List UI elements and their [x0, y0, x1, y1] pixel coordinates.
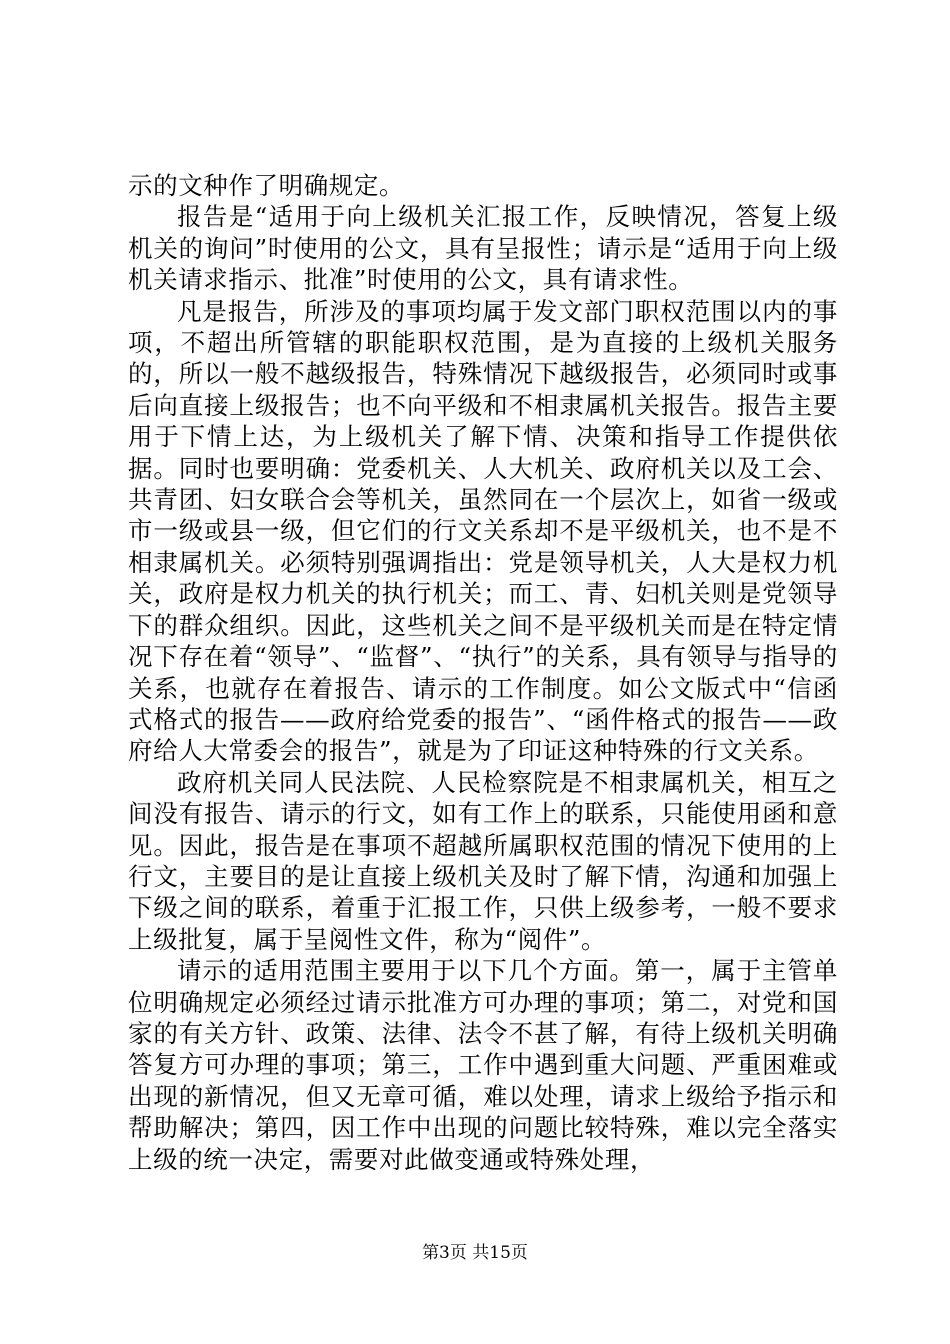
page-number-footer: 第3页 共15页 [422, 1243, 528, 1263]
paragraph-continuation: 示的文种作了明确规定。 [128, 171, 405, 200]
paragraph-request-scope: 请示的适用范围主要用于以下几个方面。第一，属于主管单位明确规定必须经过请示批准方可办理的事项；第二，对党和国家的有关方针、政策、法律、法令不甚了解，有待上级机关明确答复方可办理的事项；第三，工作中遇到重大问题、严重困难或出现的新情况，但又无章可循，难以处理，请求上级给予指示和帮助解决；第四，因工作中出现的问题比较特殊，难以完全落实上级的统一决定，需要对此做变通或特殊处理， [128, 956, 838, 1174]
paragraph-report-scope: 凡是报告，所涉及的事项均属于发文部门职权范围以内的事项，不超出所管辖的职能职权范围，是为直接的上级机关服务的，所以一般不越级报告，特殊情况下越级报告，必须同时或事后向直接上级报告；也不向平级和不相隶属机关报告。报告主要用于下情上达，为上级机关了解下情、决策和指导工作提供依据。同时也要明确：党委机关、人大机关、政府机关以及工会、共青团、妇女联合会等机关，虽然同在一个层次上，如省一级或市一级或县一级，但它们的行文关系却不是平级机关，也不是不相隶属机关。必须特别强调指出：党是领导机关，人大是权力机关，政府是权力机关的执行机关；而工、青、妇机关则是党领导下的群众组织。因此，这些机关之间不是平级机关而是在特定情况下存在着“领导”、“监督”、“执行”的关系，具有领导与指导的关系，也就存在着报告、请示的工作制度。如公文版式中“信函式格式的报告——政府给党委的报告”、“函件格式的报告——政府给人大常委会的报告”，就是为了印证这种特殊的行文关系。 [128, 296, 838, 766]
paragraph-report-definition: 报告是“适用于向上级机关汇报工作，反映情况，答复上级机关的询问”时使用的公文，具有呈报性；请示是“适用于向上级机关请求指示、批准”时使用的公文，具有请求性。 [128, 202, 838, 295]
paragraph-government-courts: 政府机关同人民法院、人民检察院是不相隶属机关，相互之间没有报告、请示的行文，如有工作上的联系，只能使用函和意见。因此，报告是在事项不超越所属职权范围的情况下使用的上行文，主要目的是让直接上级机关及时了解下情，沟通和加强上下级之间的联系，着重于汇报工作，只供上级参考，一般不要求上级批复，属于呈阅性文件，称为“阅件”。 [128, 767, 838, 954]
document-body [128, 170, 838, 1175]
